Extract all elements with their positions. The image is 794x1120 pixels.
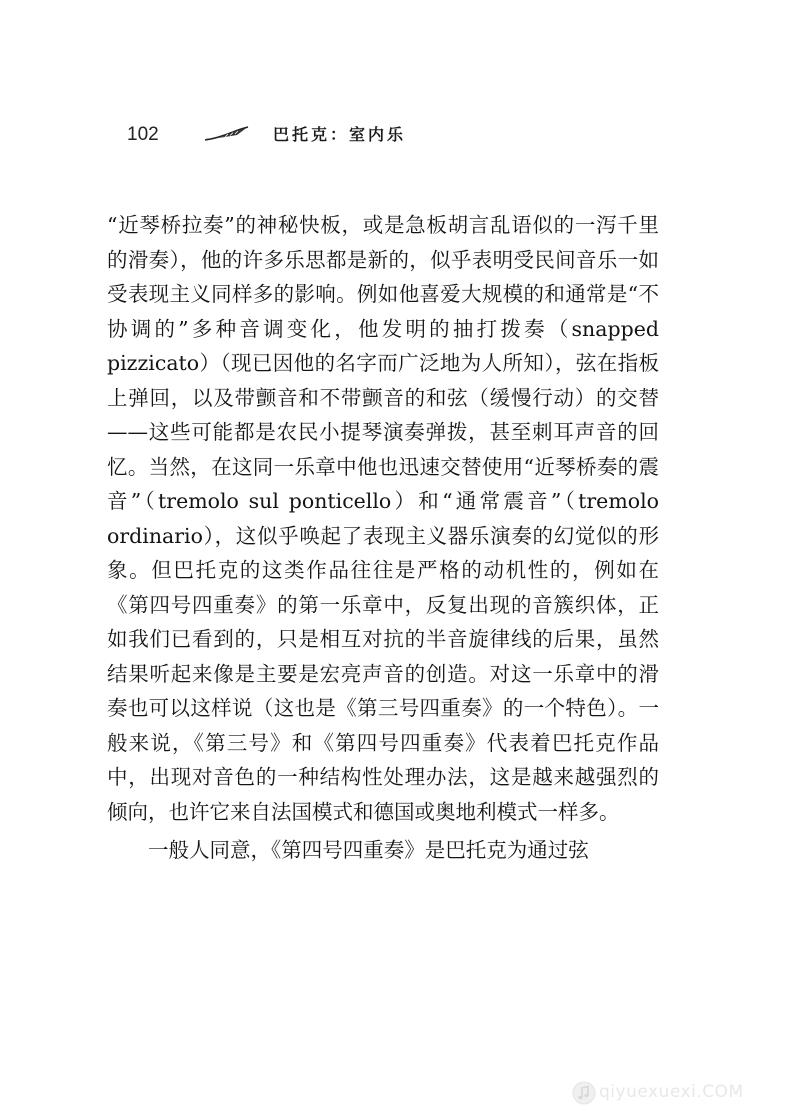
page-header bbox=[127, 122, 647, 148]
watermark bbox=[572, 1078, 780, 1106]
watermark-text: qiyuexuexi.COM bbox=[599, 1082, 744, 1102]
running-title: 巴托克：室内乐 bbox=[273, 125, 407, 144]
music-note-logo-icon bbox=[572, 1081, 596, 1105]
paragraph-continued: “近琴桥拉奏”的神秘快板，或是急板胡言乱语似的一泻千里的滑奏），他的许多乐思都是新的，似乎表明受民间音乐一如受表现主义同样多的影响。例如他喜爱大规模的和通常是“不协调的”多种音调变化，他发明的抽打拨奏（snapped pizzicato）（现已因他的名字而广泛地为人所知），弦在指板上弹回，以及带颤音和不带颤音的和弦（缓慢行动）的交替——这些可能都是农民小提琴演奏弹拨，甚至刺耳声音的回忆。当然，在这同一乐章中他也迅速交替使用“近琴桥奏的震音”（tremolo sul ponticello）和“通常震音”（tremolo ordinario），这似乎唤起了表现主义器乐演奏的幻觉似的形象。但巴托克的这类作品往往是严格的动机性的，例如在《第四号四重奏》的第一乐章中，反复出现的音簇织体，正如我们已看到的，只是相互对抗的半音旋律线的后果，虽然结果听起来像是主要是宏亮声音的创造。对这一乐章中的滑奏也可以这样说（这也是《第三号四重奏》的一个特色）。一般来说，《第三号》和《第四号四重奏》代表着巴托克作品中，出现对音色的一种结构性处理办法，这是越来越强烈的倾向，也许它来自法国模式和德国或奥地利模式一样多。 bbox=[107, 213, 659, 824]
body-text bbox=[107, 208, 659, 868]
paragraph-indented: 一般人同意，《第四号四重奏》是巴托克为通过弦 bbox=[148, 838, 589, 862]
quill-flourish-icon bbox=[203, 126, 249, 142]
page-number: 102 bbox=[127, 124, 159, 145]
